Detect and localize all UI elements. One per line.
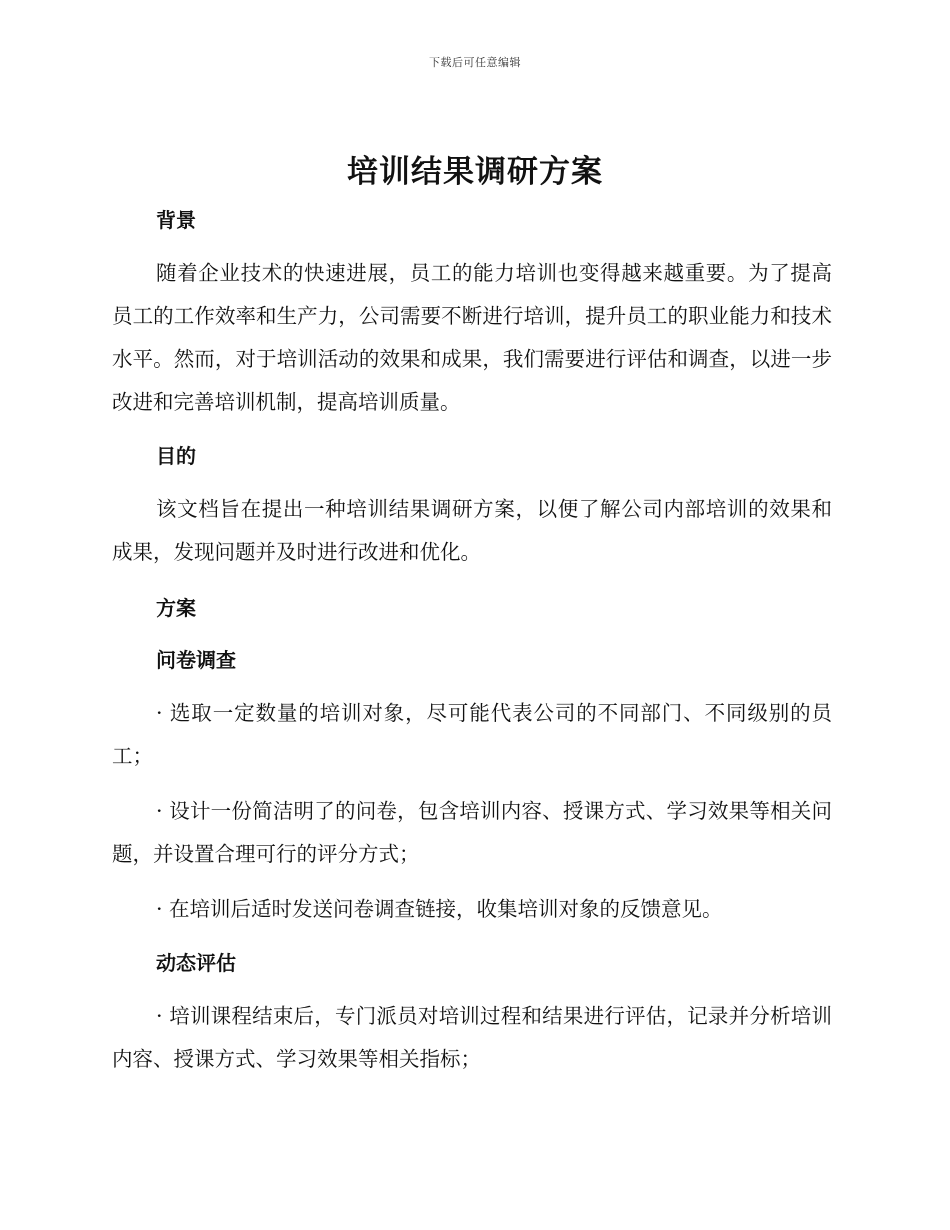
section-heading-plan: 方案: [156, 596, 196, 620]
survey-item: · 在培训后适时发送问卷调查链接，收集培训对象的反馈意见。: [156, 897, 723, 921]
dynamic-evaluation-item: · 培训课程结束后，专门派员对培训过程和结果进行评估，记录并分析培训内容、授课方式、学习效果等相关指标；: [112, 1004, 832, 1071]
survey-item: · 选取一定数量的培训对象，尽可能代表公司的不同部门、不同级别的员工；: [112, 701, 832, 768]
survey-item: · 设计一份简洁明了的问卷，包含培训内容、授课方式、学习效果等相关问题，并设置合理可行的评分方式；: [112, 799, 832, 866]
section-heading-purpose: 目的: [156, 444, 196, 468]
section-heading-background: 背景: [156, 208, 196, 232]
purpose-paragraph: 该文档旨在提出一种培训结果调研方案，以便了解公司内部培训的效果和成果，发现问题并及时进行改进和优化。: [112, 497, 832, 564]
page-header-note: 下载后可任意编辑: [429, 56, 521, 69]
subsection-heading-survey: 问卷调查: [156, 648, 236, 672]
document-body: [112, 200, 832, 1081]
background-paragraph: 随着企业技术的快速进展，员工的能力培训也变得越来越重要。为了提高员工的工作效率和生产力，公司需要不断进行培训，提升员工的职业能力和技术水平。然而，对于培训活动的效果和成果，我们需要进行评估和调查，以进一步改进和完善培训机制，提高培训质量。: [112, 261, 832, 414]
document-title: 培训结果调研方案: [347, 154, 603, 190]
subsection-heading-dynamic-evaluation: 动态评估: [156, 951, 236, 975]
